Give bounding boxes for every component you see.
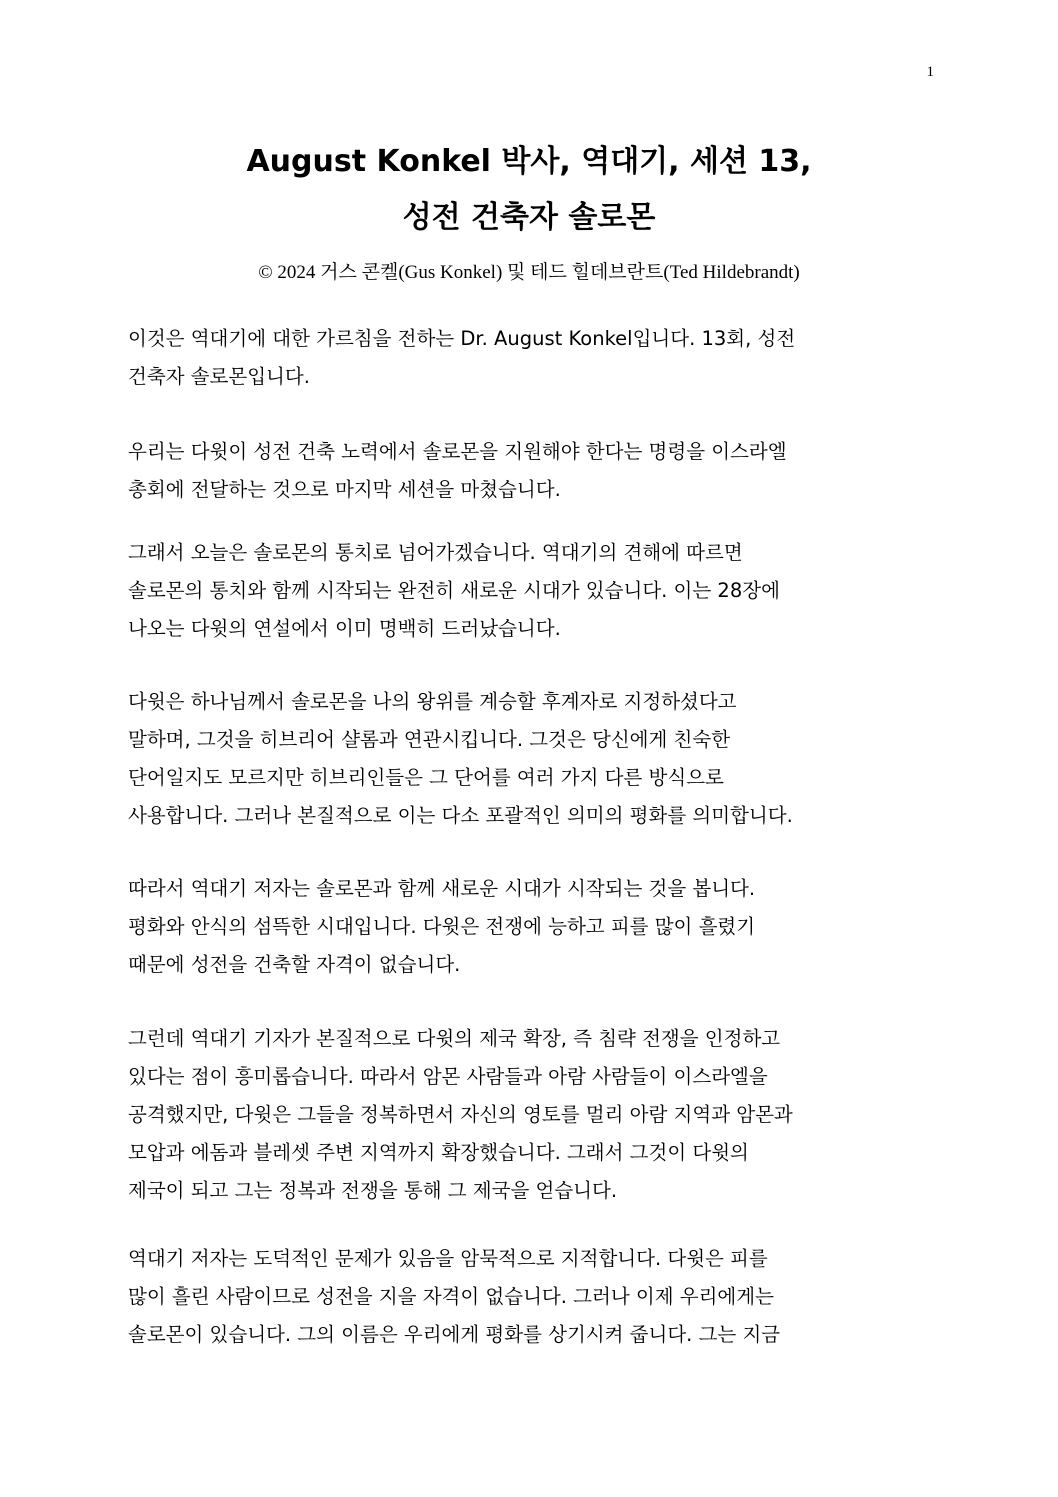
- paragraph-line: 나오는 다윗의 연설에서 이미 명백히 드러났습니다.: [128, 617, 561, 640]
- paragraph-1: [128, 320, 928, 396]
- paragraph-line: 총회에 전달하는 것으로 마지막 세션을 마쳤습니다.: [128, 478, 561, 501]
- paragraph-3: [128, 534, 928, 648]
- paragraph-line: 단어일지도 모르지만 히브리인들은 그 단어를 여러 가지 다른 방식으로: [128, 766, 724, 789]
- paragraph-4: [128, 683, 928, 835]
- paragraph-line: 말하며, 그것을 히브리어 샬롬과 연관시킵니다. 그것은 당신에게 친숙한: [128, 728, 731, 751]
- paragraph-line: 우리는 다윗이 성전 건축 노력에서 솔로몬을 지원해야 한다는 명령을 이스라엘: [128, 440, 787, 463]
- paragraph-line: 이것은 역대기에 대한 가르침을 전하는 Dr. August Konkel입니다. 13회, 성전: [128, 327, 796, 350]
- page-number: 1: [926, 64, 934, 80]
- paragraph-2: [128, 433, 928, 509]
- paragraph-line: 공격했지만, 다윗은 그들을 정복하면서 자신의 영토를 멀리 아람 지역과 암몬과: [128, 1103, 793, 1126]
- paragraph-line: 때문에 성전을 건축할 자격이 없습니다.: [128, 953, 461, 976]
- copyright-notice: © 2024 거스 콘켈(Gus Konkel) 및 테드 힐데브란트(Ted Hildebrandt): [258, 262, 800, 283]
- paragraph-line: 평화와 안식의 섬뜩한 시대입니다. 다윗은 전쟁에 능하고 피를 많이 흘렸기: [128, 915, 756, 938]
- paragraph-7: [128, 1240, 928, 1354]
- paragraph-line: 많이 흘린 사람이므로 성전을 지을 자격이 없습니다. 그러나 이제 우리에게는: [128, 1285, 774, 1308]
- paragraph-6: [128, 1020, 928, 1210]
- paragraph-5: [128, 870, 928, 984]
- paragraph-line: 사용합니다. 그러나 본질적으로 이는 다소 포괄적인 의미의 평화를 의미합니다.: [128, 804, 793, 827]
- title-line-1: August Konkel 박사, 역대기, 세션 13,: [246, 144, 812, 179]
- paragraph-line: 따라서 역대기 저자는 솔로몬과 함께 새로운 시대가 시작되는 것을 봅니다.: [128, 877, 756, 900]
- paragraph-line: 역대기 저자는 도덕적인 문제가 있음을 암묵적으로 지적합니다. 다윗은 피를: [128, 1247, 768, 1270]
- paragraph-line: 모압과 에돔과 블레셋 주변 지역까지 확장했습니다. 그래서 그것이 다윗의: [128, 1141, 749, 1164]
- paragraph-line: 그래서 오늘은 솔로몬의 통치로 넘어가겠습니다. 역대기의 견해에 따르면: [128, 541, 743, 564]
- title-line-2: 성전 건축자 솔로몬: [402, 200, 656, 235]
- paragraph-line: 건축자 솔로몬입니다.: [128, 365, 310, 388]
- paragraph-line: 솔로몬이 있습니다. 그의 이름은 우리에게 평화를 상기시켜 줍니다. 그는 지금: [128, 1323, 781, 1346]
- paragraph-line: 있다는 점이 흥미롭습니다. 따라서 암몬 사람들과 아람 사람들이 이스라엘을: [128, 1065, 768, 1088]
- paragraph-line: 그런데 역대기 기자가 본질적으로 다윗의 제국 확장, 즉 침략 전쟁을 인정하고: [128, 1027, 781, 1050]
- paragraph-line: 제국이 되고 그는 정복과 전쟁을 통해 그 제국을 얻습니다.: [128, 1179, 618, 1202]
- paragraph-line: 다윗은 하나님께서 솔로몬을 나의 왕위를 계승할 후계자로 지정하셨다고: [128, 690, 737, 713]
- paragraph-line: 솔로몬의 통치와 함께 시작되는 완전히 새로운 시대가 있습니다. 이는 28장에: [128, 579, 780, 602]
